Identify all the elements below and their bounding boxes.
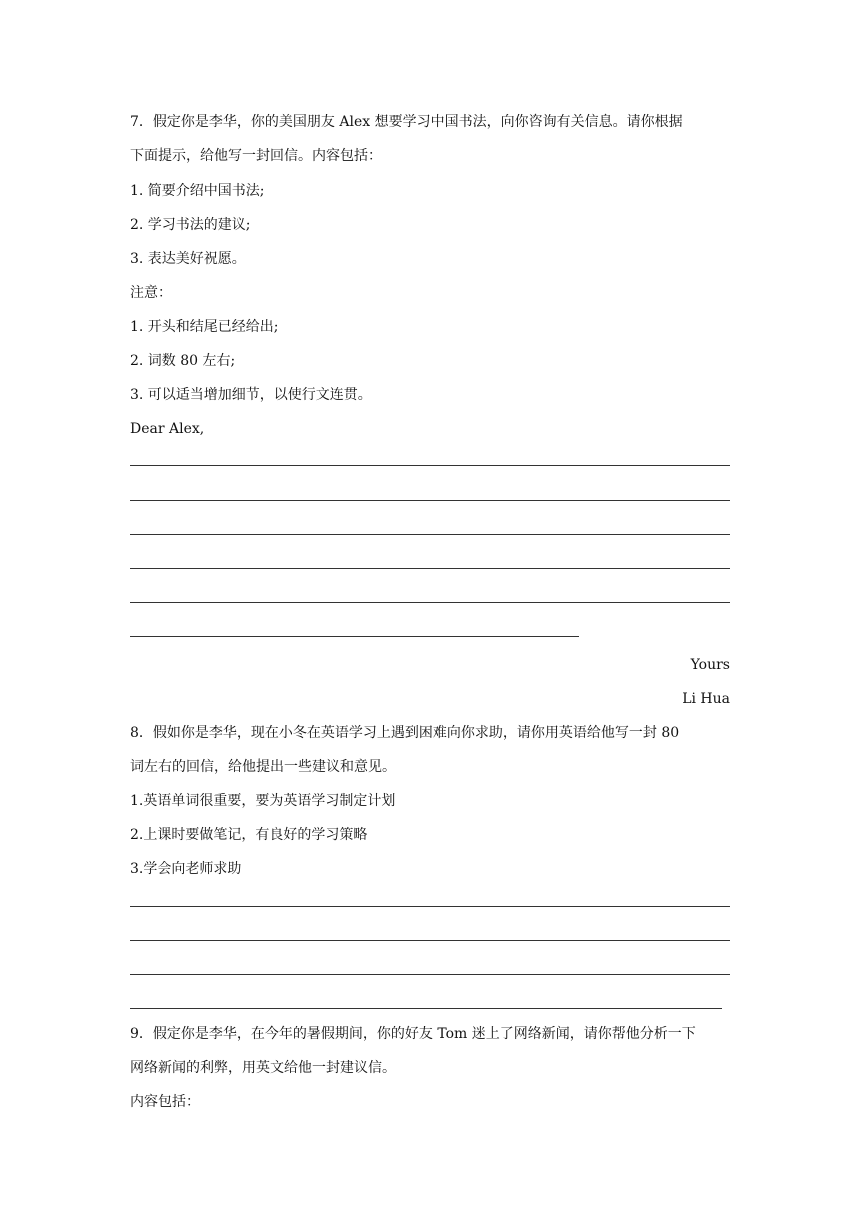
q7-prompt-line-1: 7．假定你是李华，你的美国朋友 Alex 想要学习中国书法，向你咨询有关信息。请你根据 bbox=[130, 114, 683, 130]
q7-answer-line-4 bbox=[130, 568, 730, 569]
q7-closing: Yours bbox=[690, 657, 730, 673]
q7-salutation: Dear Alex, bbox=[130, 421, 205, 437]
q8-answer-line-4 bbox=[130, 1008, 722, 1009]
q7-item-3: 3. 表达美好祝愿。 bbox=[130, 251, 246, 267]
q7-item-2: 2. 学习书法的建议; bbox=[130, 217, 251, 233]
q8-item-3: 3.学会向老师求助 bbox=[130, 861, 242, 877]
q7-answer-line-5 bbox=[130, 602, 730, 603]
q7-note-2: 2. 词数 80 左右; bbox=[130, 353, 236, 369]
q7-note-3: 3. 可以适当增加细节，以使行文连贯。 bbox=[130, 387, 372, 403]
q9-prompt-line-1: 9．假定你是李华，在今年的暑假期间，你的好友 Tom 迷上了网络新闻，请你帮他分析一下 bbox=[130, 1026, 696, 1042]
q8-answer-line-1 bbox=[130, 906, 730, 907]
q7-prompt-line-2: 下面提示，给他写一封回信。内容包括： bbox=[130, 148, 382, 164]
q8-prompt-line-2: 词左右的回信，给他提出一些建议和意见。 bbox=[130, 759, 396, 775]
q8-item-1: 1.英语单词很重要，要为英语学习制定计划 bbox=[130, 793, 396, 809]
q8-item-2: 2.上课时要做笔记，有良好的学习策略 bbox=[130, 827, 368, 843]
q7-answer-line-3 bbox=[130, 534, 730, 535]
q8-answer-line-2 bbox=[130, 940, 730, 941]
q7-item-1: 1. 简要介绍中国书法; bbox=[130, 183, 265, 199]
q7-notice-label: 注意： bbox=[130, 285, 172, 301]
q7-answer-line-2 bbox=[130, 500, 730, 501]
q7-answer-line-1 bbox=[130, 465, 730, 466]
q7-answer-line-6 bbox=[130, 636, 579, 637]
q8-answer-line-3 bbox=[130, 974, 730, 975]
q7-note-1: 1. 开头和结尾已经给出; bbox=[130, 319, 279, 335]
q7-signature: Li Hua bbox=[682, 691, 730, 707]
q8-prompt-line-1: 8．假如你是李华，现在小冬在英语学习上遇到困难向你求助，请你用英语给他写一封 80 bbox=[130, 725, 680, 741]
q9-prompt-line-2: 网络新闻的利弊，用英文给他一封建议信。 bbox=[130, 1060, 396, 1076]
q9-content-label: 内容包括： bbox=[130, 1094, 200, 1110]
